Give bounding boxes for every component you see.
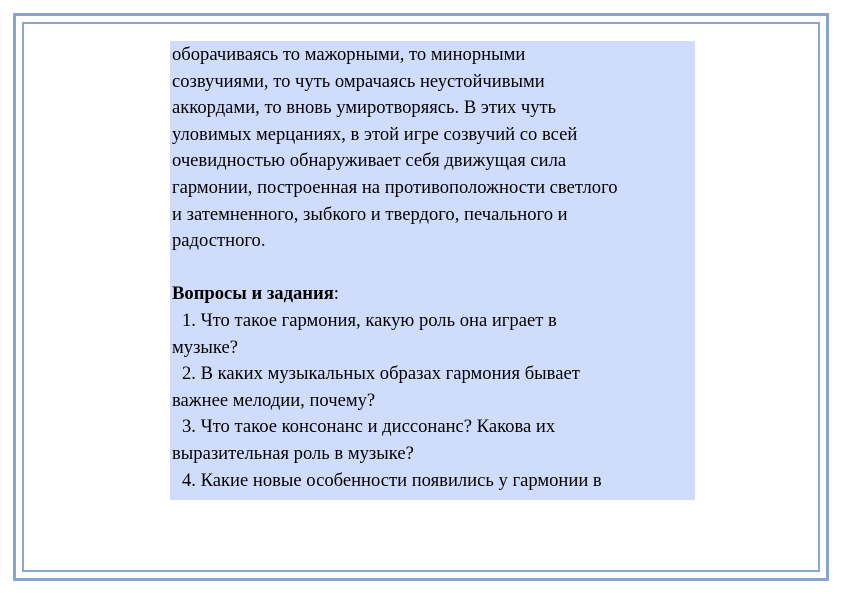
paragraph-line: созвучиями, то чуть омрачаясь неустойчивыми	[172, 70, 545, 92]
paragraph-line: оборачиваясь то мажорными, то минорными	[172, 44, 526, 65]
questions-heading-line	[172, 281, 693, 308]
question-line: 4. Какие новые особенности появились у гармонии в	[182, 469, 602, 491]
paragraph-line: уловимых мерцаниях, в этой игре созвучий со всей	[172, 123, 578, 145]
paragraph-spacer	[172, 255, 693, 282]
questions-heading: Вопросы и задания	[172, 283, 334, 305]
paragraph-line: радостного.	[172, 230, 266, 252]
question-line: музыке?	[172, 336, 238, 358]
question-line: 1. Что такое гармония, какую роль она играет в	[182, 309, 557, 331]
questions-heading-colon: :	[333, 283, 339, 305]
question-line: выразительная роль в музыке?	[172, 442, 414, 464]
text-block	[170, 41, 695, 500]
paragraph-line: очевидностью обнаруживает себя движущая сила	[172, 150, 567, 172]
paragraph-line: и затемненного, зыбкого и твердого, печального и	[172, 203, 568, 225]
question-line: важнее мелодии, почему?	[172, 389, 376, 411]
paragraph-line: аккордами, то вновь умиротворяясь. В этих чуть	[172, 97, 557, 119]
question-line: 3. Что такое консонанс и диссонанс? Какова их	[182, 416, 556, 438]
paragraph-line: гармонии, построенная на противоположности светлого	[172, 176, 618, 198]
question-line: 2. В каких музыкальных образах гармония бывает	[182, 363, 580, 385]
